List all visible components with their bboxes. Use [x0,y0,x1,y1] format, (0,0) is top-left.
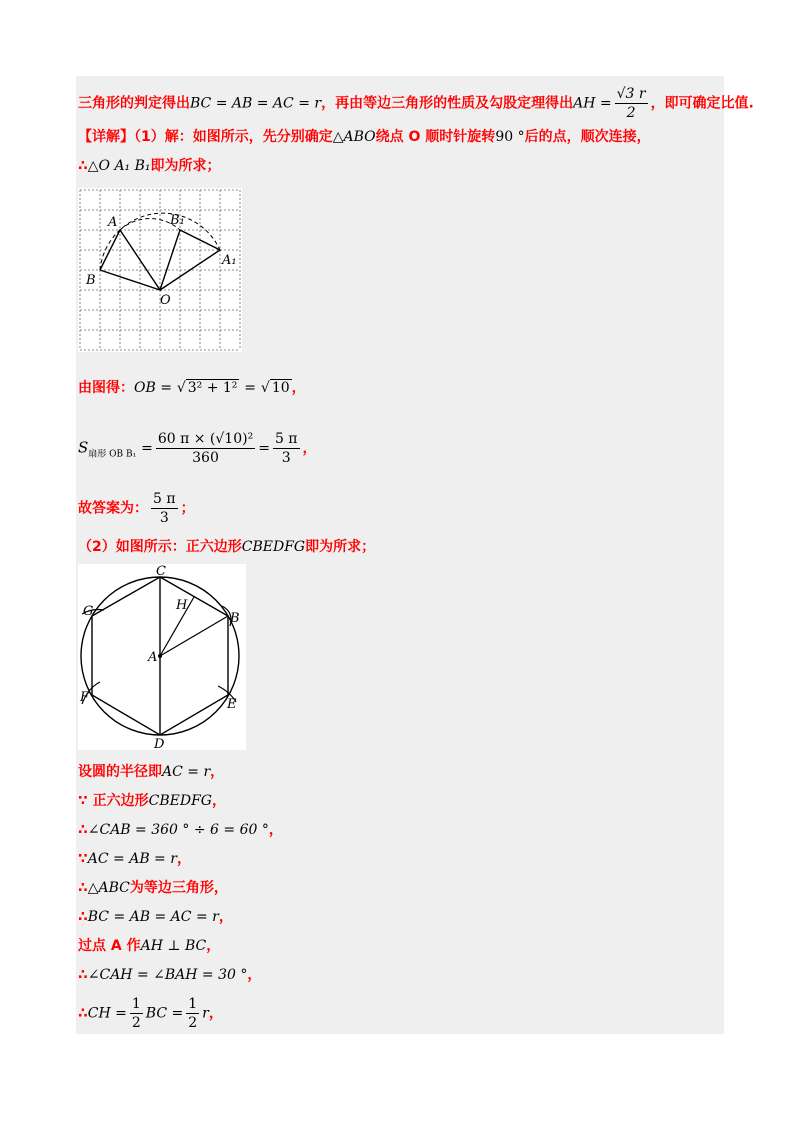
fraction [615,85,648,122]
text-line-16 [78,995,223,1032]
denominator: 3 [159,510,169,526]
fraction [151,490,178,527]
text: ， [218,909,233,925]
radicand: 10 [271,380,290,396]
label-b: B [230,611,240,626]
math: = [258,440,270,457]
math: △ABO [332,129,376,145]
math: r [202,1005,209,1022]
math: AH ⊥ BC [140,938,207,954]
denominator: 2 [626,105,636,121]
label-h: H [176,598,188,613]
math: AH = [573,95,612,112]
text: ， [176,851,191,867]
math: CH = [87,1005,127,1022]
text: 三角形的判定得出 [78,95,190,112]
denominator: 3 [281,450,291,466]
text: ，即可确定比值. [650,95,754,112]
text: 即为所求； [305,539,376,555]
text-line-10 [78,820,283,840]
text: 由图得： [78,380,134,396]
math: S [78,438,89,457]
text: ， [302,440,317,457]
numerator: √3 r [616,86,646,102]
center-a [158,654,162,658]
numerator: 1 [188,996,198,1012]
fraction [273,430,300,467]
label-a1: A₁ [222,253,237,268]
math: △O A₁ B₁ [87,158,151,174]
text: ， [208,1005,223,1022]
math: BC = AB = AC = r [87,909,219,925]
text: ∵ 正六边形 [78,793,149,809]
label-g: G [83,604,94,619]
text: ∴ [78,967,88,983]
label-f: F [80,690,90,705]
text: ， [206,938,221,954]
label-b1: B₁ [170,213,185,228]
triangle-abo [100,230,160,290]
text-line-3 [78,156,221,176]
rotation-figure-svg [78,188,242,352]
text-line-5 [78,430,317,467]
segment-ab [160,616,228,656]
text-line-4 [78,378,306,398]
denominator: 360 [192,450,219,466]
text: 绕点 O 顺时针旋转 [375,129,496,145]
math: CBEDFG [148,793,212,809]
math: OB = [134,380,172,396]
math: AC = AB = r [87,851,177,867]
label-d: D [154,737,165,750]
text-line-9 [78,791,226,811]
subscript: 扇形 OB B₁ [88,449,137,460]
text: 故答案为： [78,500,148,517]
rotation-figure [78,188,242,352]
text-line-13 [78,907,233,927]
fraction [186,995,199,1032]
text: ∴ [78,909,88,925]
text: ， [247,967,262,983]
numerator: 1 [131,996,141,1012]
text: （2）如图所示：正六边形 [78,539,242,555]
numerator: 60 π × (√10)² [157,431,254,447]
text-line-7 [78,537,375,557]
numerator: 5 π [153,491,176,507]
text: 为等边三角形， [129,880,228,896]
math: ∠CAH = ∠BAH = 30 ° [87,967,248,983]
text-line-6 [78,490,195,527]
text: 【详解】（1）解：如图所示，先分别确定 [78,129,333,145]
denominator: 2 [188,1015,198,1031]
text: 设圆的半径即 [78,764,162,780]
math: CBEDFG [241,539,306,555]
text-line-1 [78,85,754,122]
hexagon-figure-svg [78,564,246,750]
label-b: B [86,273,96,288]
text-line-11 [78,849,191,869]
label-o: O [160,293,171,308]
denominator: 2 [131,1015,141,1031]
text-line-14 [78,936,220,956]
text: ， [268,822,283,838]
math: BC = AB = AC = r [190,95,322,112]
numerator: 5 π [274,431,298,447]
text: ， [210,764,225,780]
text: ， [211,793,226,809]
sqrt: √ 3² + 1² [176,380,238,396]
math: = [141,440,153,457]
text: ∴ [78,822,88,838]
hexagon-figure [78,564,246,750]
math: △ABC [87,880,130,896]
math: BC = [145,1005,184,1022]
text: ，再由等边三角形的性质及勾股定理得出 [321,95,574,112]
text: 过点 A 作 [78,938,141,954]
text: ， [291,380,306,396]
math: ∠CAB = 360 ° ÷ 6 = 60 ° [87,822,269,838]
text: ∴ [78,158,88,174]
label-a: A [108,215,118,230]
text-line-12 [78,878,228,898]
text: 后的点，顺次连接， [524,129,651,145]
text: ； [180,500,195,517]
label-c: C [156,564,166,579]
label-e: E [227,697,237,712]
text-line-15 [78,965,261,985]
text: ∴ [78,880,88,896]
fraction [130,995,143,1032]
text: ∵ [78,851,88,867]
fraction [156,430,255,467]
text: 即为所求； [150,158,221,174]
text-line-2 [78,127,651,147]
sqrt: √ 10 [260,380,290,396]
text: ∴ [78,1005,88,1022]
grid [80,190,240,350]
triangle-oa1b1 [160,230,220,290]
math: AC = r [162,764,211,780]
math: 90 ° [495,129,525,145]
radicand: 3² + 1² [187,380,238,396]
label-a: A [148,650,158,665]
math: = [244,380,257,396]
text-line-8 [78,762,224,782]
